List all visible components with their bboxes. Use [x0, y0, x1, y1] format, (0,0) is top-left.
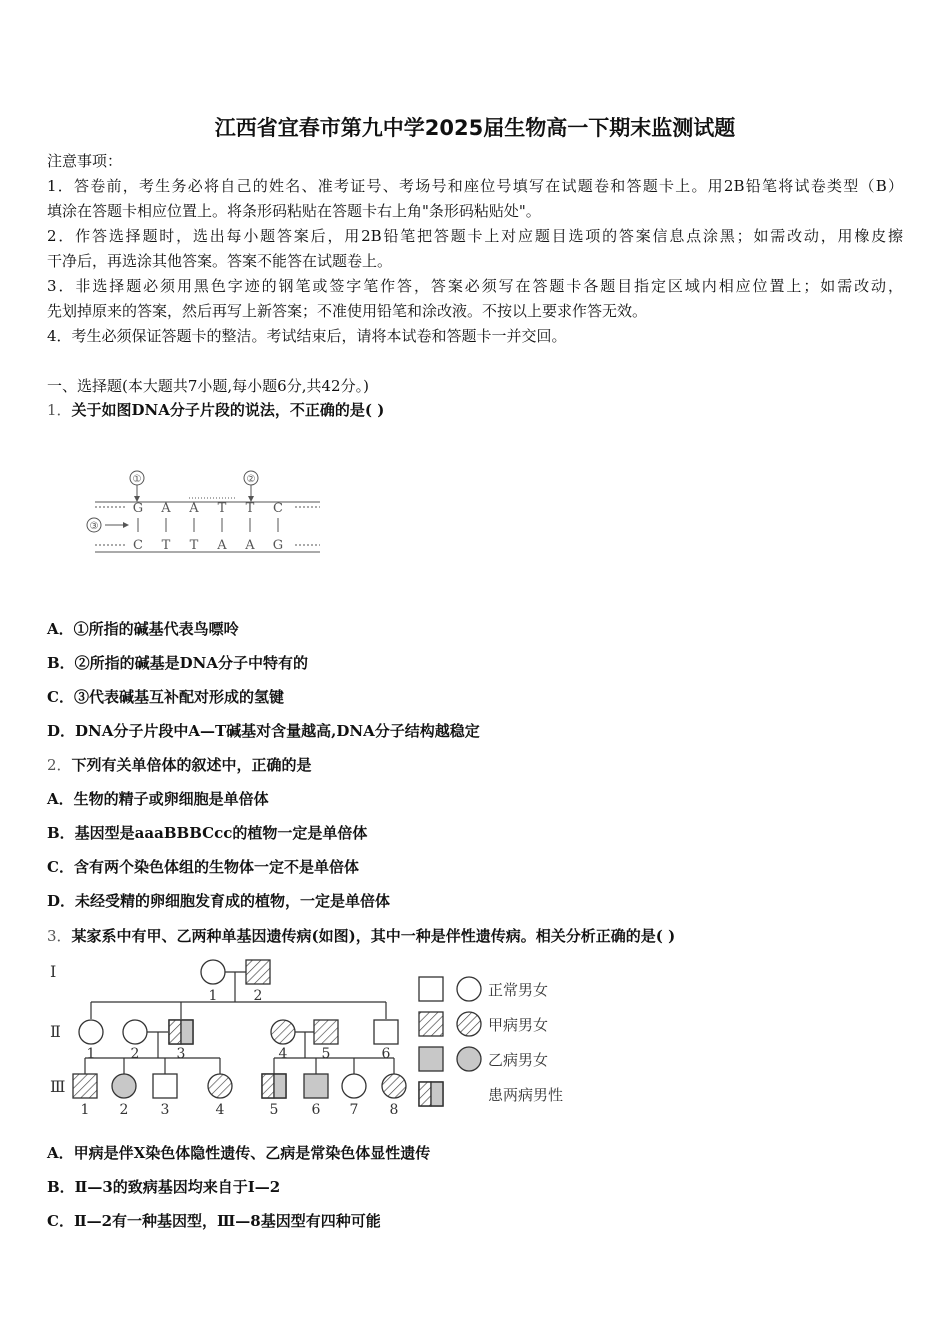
pedigree-number: 1 [86, 1046, 96, 1062]
notice-line: 3．非选择题必须用黑色字迹的钢笔或签字笔作答，答案必须写在答题卡各题目指定区域内相应位置上；如需改动， [47, 277, 903, 295]
legend-label: 患两病男性 [488, 1086, 564, 1104]
pedigree-number: 5 [269, 1102, 279, 1118]
pedigree-female-normal [342, 1074, 366, 1098]
option-b: B．Ⅱ—3的致病基因均来自于Ⅰ—2 [47, 1178, 281, 1196]
option-c: C．含有两个染色体组的生物体一定不是单倍体 [47, 858, 359, 876]
notice-line: 先划掉原来的答案，然后再写上新答案；不准使用铅笔和涂改液。不按以上要求作答无效。 [47, 302, 648, 320]
dna-base: C [273, 501, 283, 516]
notice-line: 4．考生必须保证答题卡的整洁。考试结束后，请将本试卷和答题卡一并交回。 [47, 327, 567, 345]
pedigree-number: 2 [119, 1102, 129, 1118]
legend-label: 正常男女 [488, 981, 549, 999]
question-stem: 关于如图DNA分子片段的说法，不正确的是( ) [71, 401, 385, 419]
question-1 [47, 400, 384, 420]
question-stem: 下列有关单倍体的叙述中，正确的是 [71, 756, 312, 774]
notice-heading: 注意事项： [47, 152, 123, 170]
option-b: B．②所指的碱基是DNA分子中特有的 [47, 654, 309, 672]
pedigree-number: 6 [381, 1046, 391, 1062]
pedigree-female-disease-a [271, 1020, 295, 1044]
pedigree-figure [45, 955, 585, 1120]
legend-female-normal [457, 977, 481, 1001]
page-title: 江西省宜春市第九中学2025届生物高一下期末监测试题 [214, 116, 736, 140]
pedigree-number: 2 [253, 988, 263, 1004]
legend-label: 乙病男女 [488, 1051, 549, 1069]
notice-line: 1．答卷前，考生务必将自己的姓名、准考证号、考场号和座位号填写在试题卷和答题卡上。用2B铅笔将试卷类型（B） [47, 177, 903, 195]
generation-label: Ⅲ [50, 1077, 66, 1096]
question-stem: 某家系中有甲、乙两种单基因遗传病(如图)，其中一种是伴性遗传病。相关分析正确的是( ) [71, 927, 676, 945]
pedigree-number: 4 [215, 1102, 225, 1118]
dna-base: G [132, 501, 144, 516]
pedigree-number: 2 [130, 1046, 140, 1062]
option-c: C．Ⅱ—2有一种基因型，Ⅲ—8基因型有四种可能 [47, 1212, 381, 1230]
notice-line: 填涂在答题卡相应位置上。将条形码粘贴在答题卡右上角"条形码粘贴处"。 [47, 202, 541, 220]
legend-female-disease-a [457, 1012, 481, 1036]
question-number: 2． [47, 756, 72, 774]
pedigree-female-disease-a [382, 1074, 406, 1098]
notice-line: 干净后，再选涂其他答案。答案不能答在试题卷上。 [47, 252, 393, 270]
dna-base: C [133, 538, 143, 553]
option-d: D．DNA分子片段中A—T碱基对含量越高,DNA分子结构越稳定 [47, 722, 480, 740]
option-a: A．甲病是伴X染色体隐性遗传、乙病是常染色体显性遗传 [47, 1144, 431, 1162]
pedigree-number: 7 [349, 1102, 359, 1118]
pedigree-female-normal [79, 1020, 103, 1044]
dna-label: ③ [89, 521, 99, 532]
legend-label: 甲病男女 [488, 1016, 549, 1034]
notice-line: 2．作答选择题时，选出每小题答案后，用2B铅笔把答题卡上对应题目选项的答案信息点涂黑；如需改动，用橡皮擦 [47, 227, 903, 245]
pedigree-number: 1 [208, 988, 218, 1004]
option-b: B．基因型是aaaBBBCcc的植物一定是单倍体 [47, 824, 368, 842]
pedigree-male-disease-b [304, 1074, 328, 1098]
dna-base: T [189, 538, 199, 553]
dna-base: T [245, 501, 255, 516]
option-d: D．未经受精的卵细胞发育成的植物，一定是单倍体 [47, 892, 391, 910]
dna-label: ① [132, 474, 142, 485]
question-3 [47, 926, 675, 946]
question-number: 3． [47, 927, 72, 945]
legend-male-normal [419, 977, 443, 1001]
generation-label: Ⅰ [50, 962, 57, 981]
pedigree-male-disease-a [73, 1074, 97, 1098]
pedigree-male-disease-a [314, 1020, 338, 1044]
dna-base: A [189, 501, 199, 516]
legend-male-disease-b [419, 1047, 443, 1071]
section-heading: 一、选择题(本大题共7小题,每小题6分,共42分。) [47, 377, 369, 395]
dna-base: T [161, 538, 171, 553]
legend-male-disease-a [419, 1012, 443, 1036]
pedigree-number: 8 [389, 1102, 399, 1118]
pedigree-male-normal [153, 1074, 177, 1098]
pedigree-female-disease-b [112, 1074, 136, 1098]
pedigree-female-normal [201, 960, 225, 984]
dna-fragment-figure [85, 466, 330, 556]
pedigree-number: 3 [160, 1102, 170, 1118]
pedigree-number: 5 [321, 1046, 331, 1062]
option-a: A．①所指的碱基代表鸟嘌呤 [47, 620, 239, 638]
dna-base: A [217, 538, 227, 553]
dna-label: ② [246, 474, 256, 485]
dna-base: G [272, 538, 284, 553]
dna-base: A [245, 538, 255, 553]
dna-base: A [161, 501, 171, 516]
pedigree-male-disease-a [246, 960, 270, 984]
option-a: A．生物的精子或卵细胞是单倍体 [47, 790, 269, 808]
question-2 [47, 755, 312, 775]
question-number: 1． [47, 401, 72, 419]
pedigree-number: 4 [278, 1046, 288, 1062]
generation-label: Ⅱ [50, 1022, 61, 1041]
pedigree-female-normal [123, 1020, 147, 1044]
pedigree-female-disease-a [208, 1074, 232, 1098]
option-c: C．③代表碱基互补配对形成的氢键 [47, 688, 284, 706]
pedigree-male-normal [374, 1020, 398, 1044]
pedigree-number: 3 [176, 1046, 186, 1062]
legend-female-disease-b [457, 1047, 481, 1071]
pedigree-number: 6 [311, 1102, 321, 1118]
pedigree-number: 1 [80, 1102, 90, 1118]
dna-base: T [217, 501, 227, 516]
